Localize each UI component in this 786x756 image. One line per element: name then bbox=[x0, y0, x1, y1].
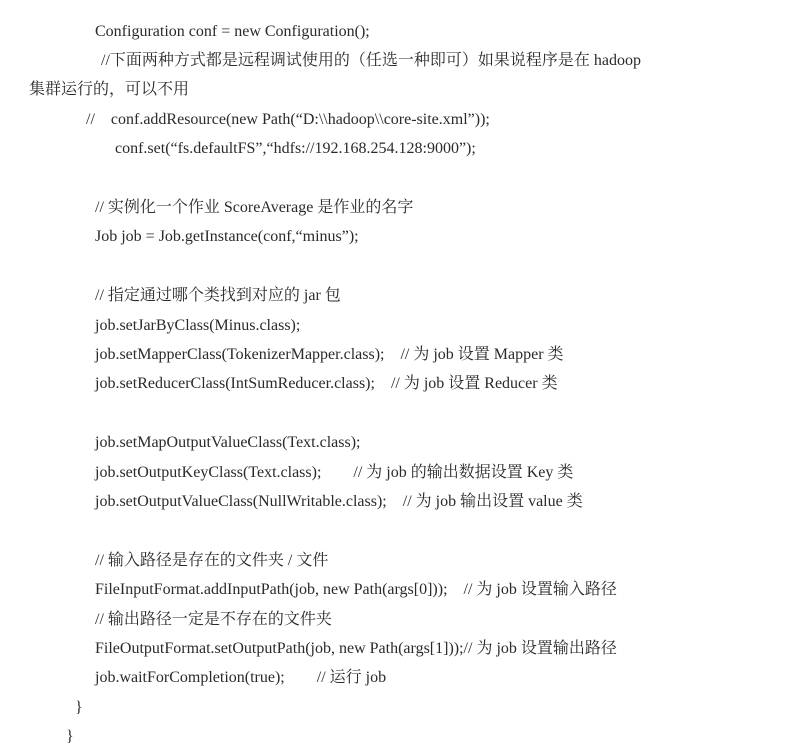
code-comment-line: 集群运行的，可以不用 bbox=[29, 81, 190, 98]
code-line: job.setOutputKeyClass(Text.class); // 为 job 的输出数据设置 Key 类 bbox=[95, 464, 574, 481]
closing-brace: } bbox=[66, 728, 74, 745]
code-line: FileOutputFormat.setOutputPath(job, new Path(args[1]));// 为 job 设置输出路径 bbox=[95, 640, 617, 657]
code-line: job.setReducerClass(IntSumReducer.class); // 为 job 设置 Reducer 类 bbox=[95, 375, 558, 392]
code-line: Configuration conf = new Configuration(); bbox=[95, 23, 370, 40]
code-line: // conf.addResource(new Path(“D:\\hadoop\\core-site.xml”)); bbox=[86, 111, 490, 128]
code-comment-line: //下面两种方式都是远程调试使用的（任选一种即可）如果说程序是在 hadoop bbox=[101, 52, 641, 69]
code-comment-line: // 输入路径是存在的文件夹 / 文件 bbox=[95, 552, 329, 569]
code-comment-line: // 输出路径一定是不存在的文件夹 bbox=[95, 611, 332, 628]
code-line: FileInputFormat.addInputPath(job, new Path(args[0])); // 为 job 设置输入路径 bbox=[95, 581, 617, 598]
closing-brace: } bbox=[75, 699, 83, 716]
code-line: job.waitForCompletion(true); // 运行 job bbox=[95, 669, 387, 686]
code-line: job.setMapOutputValueClass(Text.class); bbox=[95, 434, 361, 451]
code-comment-line: // 实例化一个作业 ScoreAverage 是作业的名字 bbox=[95, 199, 414, 216]
code-line: job.setOutputValueClass(NullWritable.class); // 为 job 输出设置 value 类 bbox=[95, 493, 583, 510]
code-line: conf.set(“fs.defaultFS”,“hdfs://192.168.254.128:9000”); bbox=[115, 140, 476, 157]
code-line: Job job = Job.getInstance(conf,“minus”); bbox=[95, 228, 359, 245]
code-line: job.setJarByClass(Minus.class); bbox=[95, 317, 301, 334]
code-line: job.setMapperClass(TokenizerMapper.class); // 为 job 设置 Mapper 类 bbox=[95, 346, 564, 363]
code-comment-line: // 指定通过哪个类找到对应的 jar 包 bbox=[95, 287, 341, 304]
